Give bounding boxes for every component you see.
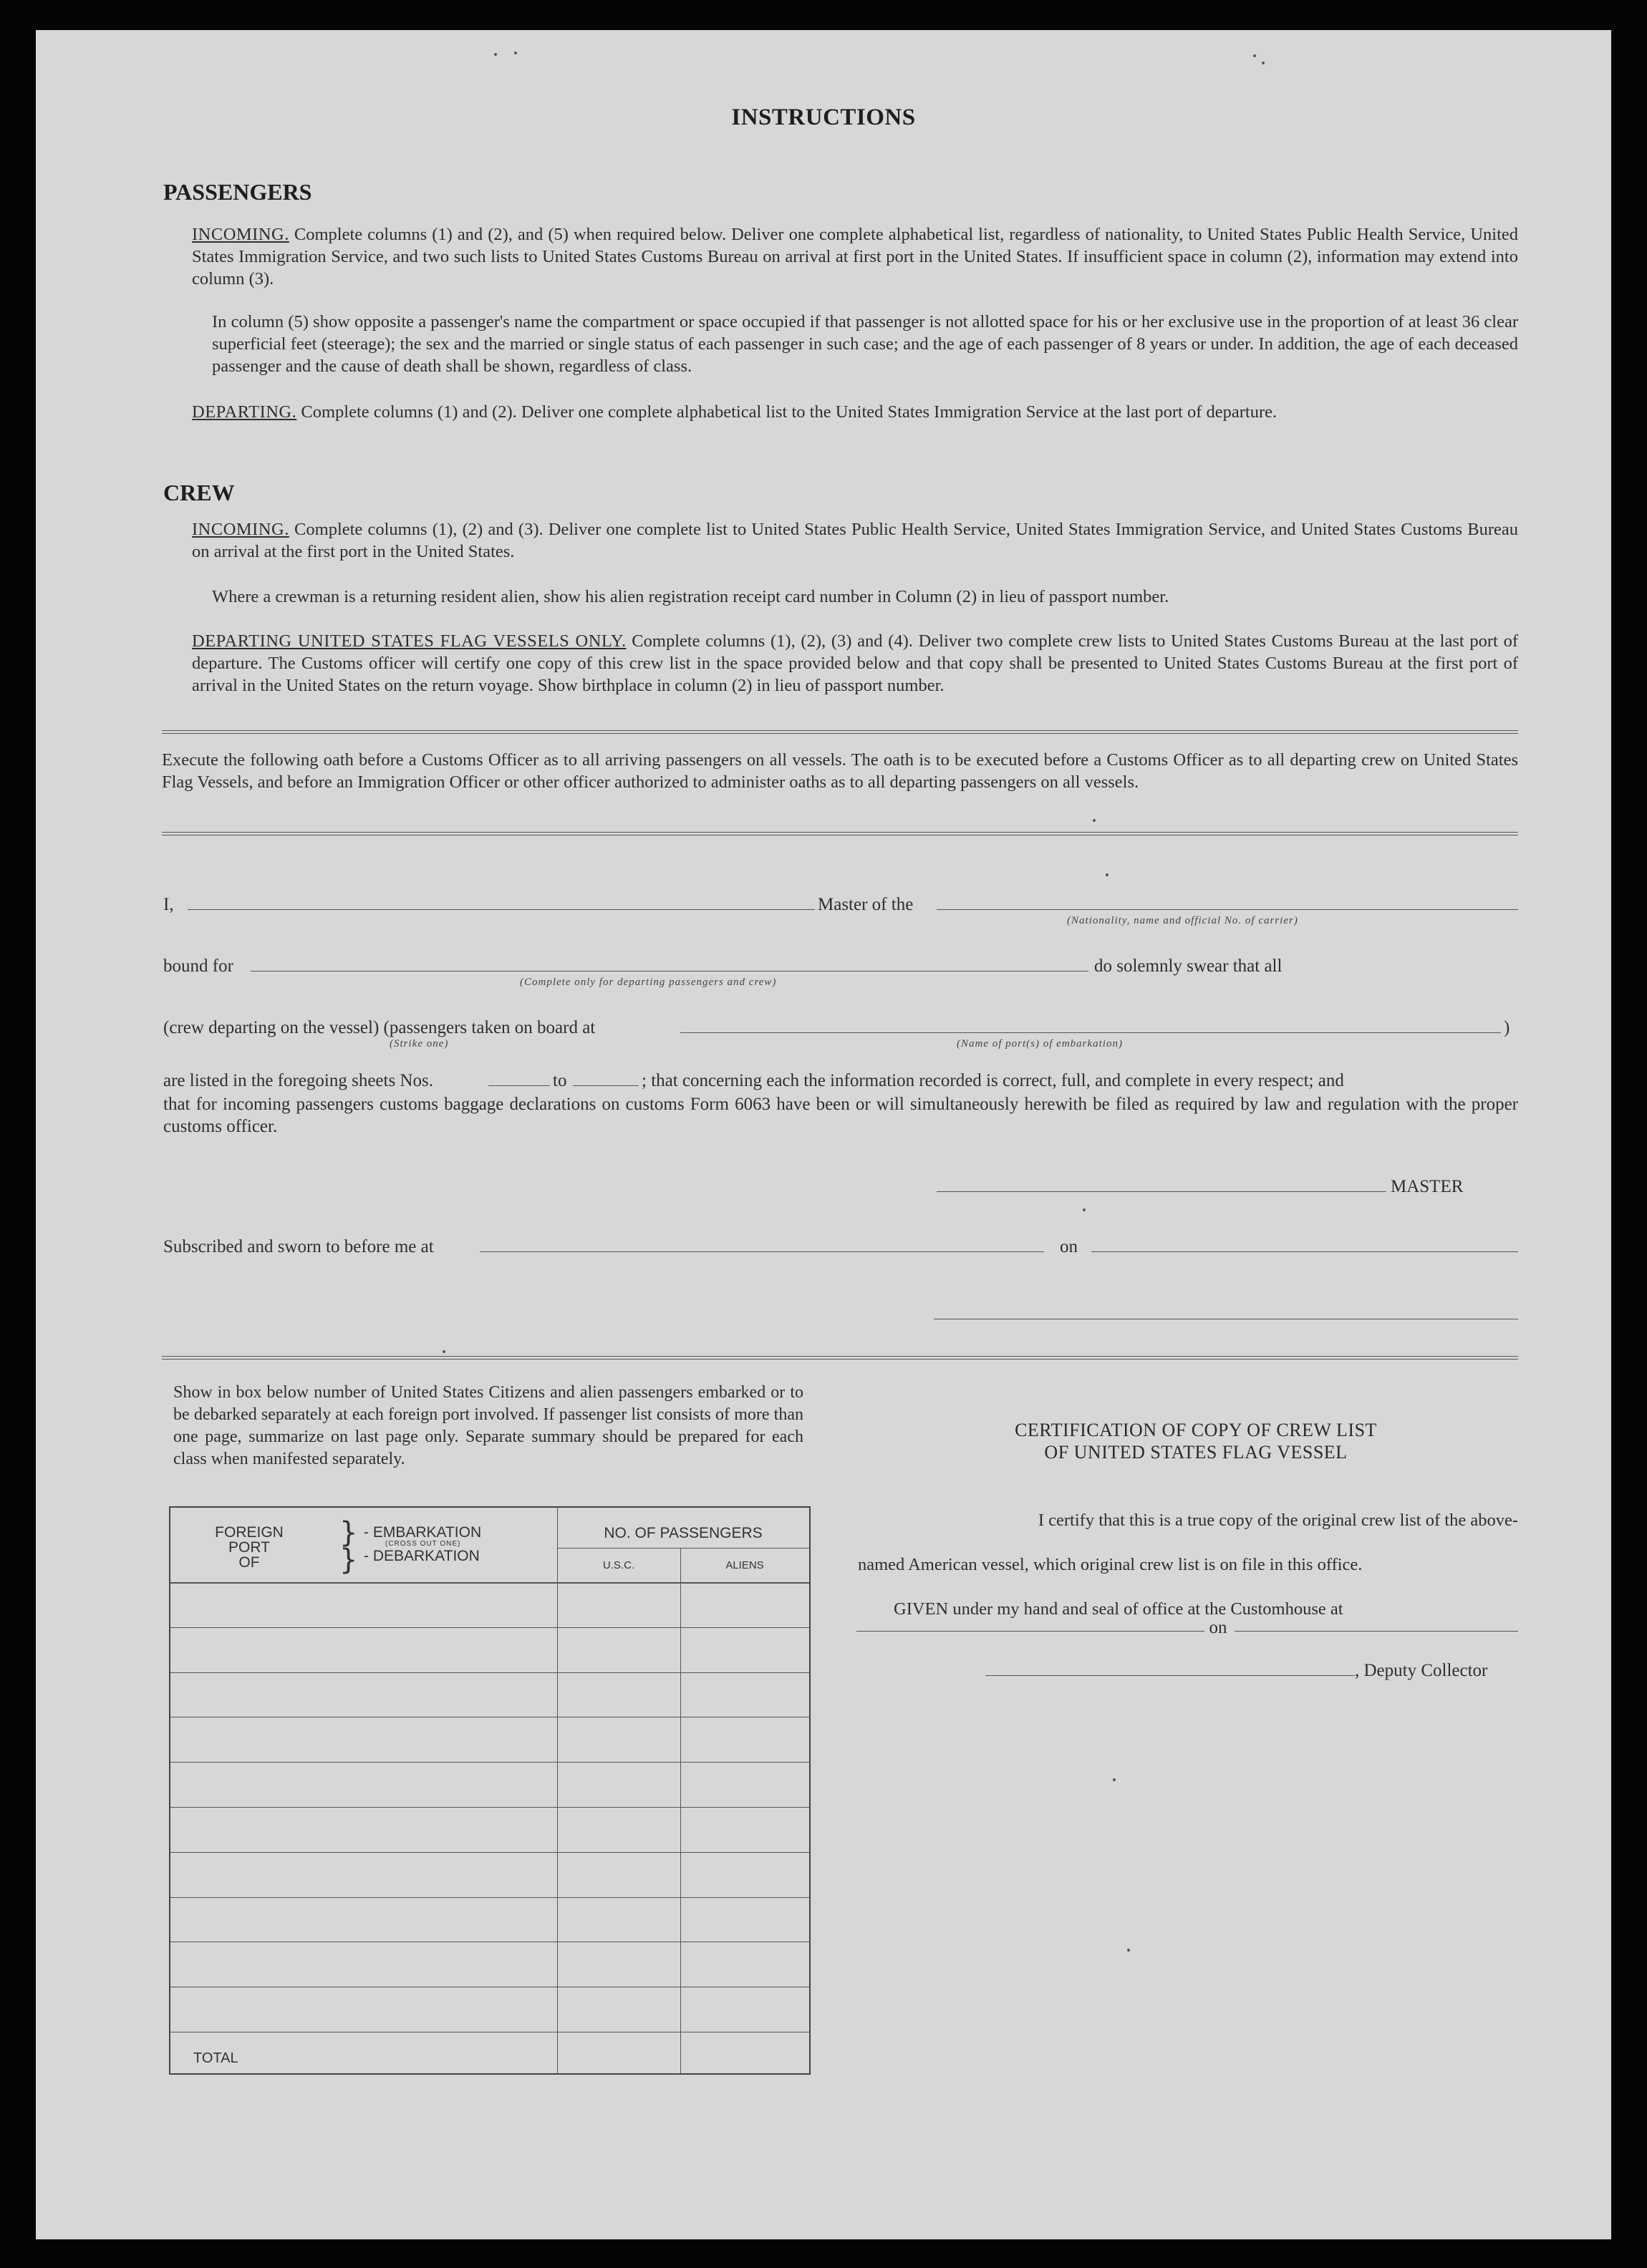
master-of-label: Master of the: [818, 895, 914, 914]
speck: [494, 53, 497, 56]
passengers-incoming-text: Complete columns (1) and (2), and (5) when required below. Deliver one complete alphabetical list, regardless of nationality, to United States Public Health Service, United States Immigration Service, and two such lists to United States Customs Bureau on arrival at first port in the United States. If insufficient space in column (2), information may extend into column (3).: [192, 225, 1518, 289]
table-cell-usc[interactable]: [557, 1762, 680, 1807]
speck: [1113, 1778, 1116, 1781]
sheet-to-field[interactable]: [573, 1085, 639, 1086]
col-foreign: FOREIGN: [215, 1524, 284, 1541]
speck: [1083, 1208, 1086, 1211]
table-row: [170, 1942, 809, 1987]
table-row: [170, 1672, 809, 1717]
certification-line-2: named American vessel, which original crew list is on file in this office.: [858, 1555, 1363, 1574]
table-cell-port[interactable]: [170, 1672, 557, 1717]
crew-departing-paragraph: [192, 630, 1518, 697]
crew-incoming-text: Complete columns (1), (2) and (3). Deliver one complete list to United States Public Health Service, United States Immigration Service, and United States Customs Bureau on arrival at the first port in the United States.: [192, 520, 1519, 561]
form-page: [36, 30, 1611, 2239]
crew-incoming-label: INCOMING.: [192, 520, 289, 539]
sheet-from-field[interactable]: [488, 1085, 550, 1086]
total-label: TOTAL: [193, 2050, 238, 2066]
certification-title: [888, 1419, 1504, 1463]
sworn-on-label: on: [1060, 1237, 1078, 1256]
customhouse-field[interactable]: [856, 1631, 1204, 1632]
certification-date-field[interactable]: [1235, 1631, 1518, 1632]
aliens-header: ALIENS: [725, 1559, 764, 1571]
divider: [162, 1356, 1518, 1360]
embarkation-label: - EMBARKATION: [364, 1524, 482, 1541]
foreign-port-header: [199, 1525, 299, 1570]
table-cell-aliens[interactable]: [680, 1942, 809, 1987]
table-cell-aliens[interactable]: [680, 1807, 809, 1852]
subscribed-label: Subscribed and sworn to before me at: [163, 1237, 434, 1256]
table-cell-port[interactable]: [170, 1627, 557, 1672]
passengers-incoming-label: INCOMING.: [192, 225, 289, 244]
table-cell-aliens[interactable]: [680, 1672, 809, 1717]
embarkation-header: [364, 1525, 481, 1564]
col-of: OF: [238, 1554, 260, 1571]
table-row: [170, 1627, 809, 1672]
table-cell-port[interactable]: [170, 1897, 557, 1942]
certification-on-label: on: [1209, 1618, 1227, 1637]
table-cell-usc[interactable]: [557, 1672, 680, 1717]
table-cell-usc[interactable]: [557, 1807, 680, 1852]
table-cell-usc[interactable]: [557, 1897, 680, 1942]
crew-departing-text: Complete columns (1), (2), (3) and (4). Deliver two complete crew lists to United States Customs Bureau at the last port of departure. The Customs officer will certify one copy of this crew list in the space provided below and that copy shall be presented to United States Customs Bureau at the first port of arrival in the United States on the return voyage. Show birthplace in column (2) in lieu of passport number.: [192, 631, 1518, 695]
table-row: [170, 1582, 809, 1627]
master-signature-field[interactable]: [937, 1191, 1386, 1192]
summary-text: Show in box below number of United States Citizens and alien passengers embarked or to be debarked separately at each foreign port involved. If passenger list consists of more than one page, summarize on last page only. Separate summary should be prepared for each class when manifested separately.: [173, 1383, 803, 1468]
speck: [514, 52, 517, 54]
table-row: [170, 1717, 809, 1762]
oath-i-label: I,: [163, 895, 174, 914]
debarkation-label: - DEBARKATION: [364, 1548, 480, 1564]
table-hline: [557, 1548, 809, 1549]
table-row: [170, 1897, 809, 1942]
table-cell-port[interactable]: [170, 1942, 557, 1987]
table-cell-port[interactable]: [170, 1852, 557, 1897]
table-cell-usc[interactable]: [557, 1987, 680, 2032]
crew-resident-paragraph: Where a crewman is a returning resident alien, show his alien registration receipt card number in Column (2) in lieu of passport number.: [212, 587, 1169, 606]
speck: [1093, 819, 1096, 822]
crew-incoming-paragraph: [192, 518, 1518, 563]
table-cell-port[interactable]: [170, 1717, 557, 1762]
master-label: MASTER: [1391, 1177, 1464, 1196]
deputy-collector-label: , Deputy Collector: [1355, 1661, 1488, 1680]
summary-table: [169, 1506, 811, 2075]
col-port: PORT: [228, 1539, 270, 1556]
table-cell-aliens[interactable]: [680, 1762, 809, 1807]
sheets-text-2: that for incoming passengers customs baggage declarations on customs Form 6063 have been or will simultaneously herewith be filed as required by law and regulation with the proper customs officer.: [163, 1095, 1518, 1136]
divider: [162, 832, 1518, 835]
close-paren: ): [1504, 1018, 1510, 1037]
speck: [1253, 54, 1256, 57]
usc-header: U.S.C.: [602, 1559, 635, 1571]
table-row: [170, 1762, 809, 1807]
passengers-heading: PASSENGERS: [163, 179, 312, 205]
deputy-signature-field[interactable]: [985, 1675, 1355, 1676]
table-cell-port[interactable]: [170, 1807, 557, 1852]
table-cell-port[interactable]: [170, 1582, 557, 1627]
table-cell-aliens[interactable]: [680, 1582, 809, 1627]
crew-departing-label-line: (crew departing on the vessel) (passengers taken on board at: [163, 1018, 596, 1037]
sheets-to-label: to: [553, 1071, 567, 1090]
page-title: INSTRUCTIONS: [731, 105, 916, 130]
table-cell-aliens[interactable]: [680, 1897, 809, 1942]
oath-intro: Execute the following oath before a Customs Officer as to all arriving passengers on all vessels. The oath is to be executed before a Customs Officer as to all departing crew on United States Flag Vessels, and before an Immigration Officer or other officer authorized to administer oaths as to all departing passengers on all vessels.: [162, 750, 1518, 792]
certification-title-1: CERTIFICATION OF COPY OF CREW LIST: [1015, 1420, 1377, 1440]
passengers-departing-label: DEPARTING.: [192, 402, 297, 422]
table-cell-aliens[interactable]: [680, 1717, 809, 1762]
no-passengers-header: NO. OF PASSENGERS: [604, 1525, 763, 1541]
strike-one-hint: (Strike one): [390, 1038, 449, 1050]
passengers-incoming-paragraph: [192, 223, 1518, 290]
bound-for-label: bound for: [163, 956, 233, 976]
table-row: [170, 1987, 809, 2032]
passengers-column5-paragraph: In column (5) show opposite a passenger's name the compartment or space occupied if that passenger is not allotted space for his or her exclusive use in the proportion of at least 36 clear superficial feet (steerage); the sex and the married or single status of each passenger in such case; and the age of each passenger of 8 years or under. In addition, the age of each deceased passenger and the cause of death shall be shown, regardless of class.: [212, 312, 1518, 376]
passengers-departing-paragraph: [192, 401, 1518, 423]
certification-line-3: GIVEN under my hand and seal of office at the Customhouse at: [894, 1599, 1343, 1619]
table-cell-aliens[interactable]: [680, 1627, 809, 1672]
swear-label: do solemnly swear that all: [1094, 956, 1283, 976]
table-cell-usc[interactable]: [557, 1942, 680, 1987]
speck: [443, 1350, 445, 1353]
nationality-hint: (Nationality, name and official No. of carrier): [1067, 915, 1298, 926]
table-cell-usc[interactable]: [557, 1852, 680, 1897]
speck: [1106, 873, 1109, 876]
table-row: [170, 1852, 809, 1897]
certification-line-1: I certify that this is a true copy of the original crew list of the above-: [1038, 1511, 1518, 1530]
table-cell-aliens[interactable]: [680, 1987, 809, 2032]
crew-heading: CREW: [163, 480, 235, 505]
cross-out-label: (CROSS OUT ONE): [385, 1540, 461, 1548]
table-row: [170, 1807, 809, 1852]
sworn-place-field[interactable]: [480, 1251, 1044, 1252]
table-cell-port[interactable]: [170, 1987, 557, 2032]
divider: [162, 730, 1518, 734]
table-cell-usc[interactable]: [557, 1582, 680, 1627]
table-cell-usc[interactable]: [557, 1717, 680, 1762]
port-embarkation-field[interactable]: [680, 1032, 1501, 1033]
carrier-field[interactable]: [937, 909, 1518, 910]
table-cell-port[interactable]: [170, 1762, 557, 1807]
passengers-departing-text: Complete columns (1) and (2). Deliver one complete alphabetical list to the United States Immigration Service at the last port of departure.: [301, 402, 1277, 422]
crew-departing-label: DEPARTING UNITED STATES FLAG VESSELS ONLY.: [192, 631, 627, 651]
complete-only-hint: (Complete only for departing passengers and crew): [520, 976, 777, 988]
sworn-date-field[interactable]: [1091, 1251, 1518, 1252]
table-cell-aliens[interactable]: [680, 1852, 809, 1897]
speck: [1262, 62, 1265, 64]
master-name-field[interactable]: [188, 909, 815, 910]
sheets-label: are listed in the foregoing sheets Nos.: [163, 1071, 433, 1090]
speck: [1127, 1949, 1130, 1952]
table-cell-usc[interactable]: [557, 1627, 680, 1672]
port-hint: (Name of port(s) of embarkation): [957, 1038, 1123, 1050]
certification-title-2: OF UNITED STATES FLAG VESSEL: [1044, 1442, 1348, 1463]
brace-icon: } }: [339, 1516, 358, 1576]
sheets-text: ; that concerning each the information recorded is correct, full, and complete in every respect; and: [642, 1071, 1344, 1090]
